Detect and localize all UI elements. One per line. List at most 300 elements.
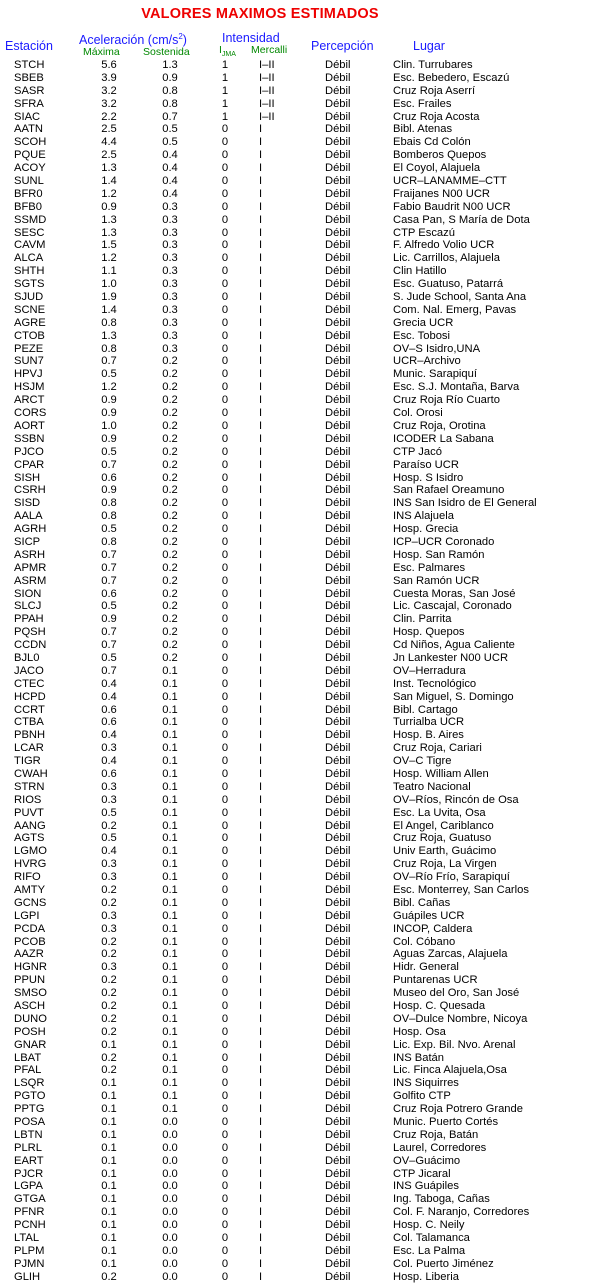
intensity-mercalli-cell: I [259, 471, 263, 484]
acc-sustained-cell: 0.1 [162, 755, 178, 768]
acc-max-cell: 0.8 [101, 497, 117, 510]
table-row [0, 355, 590, 368]
acc-max-cell: 0.3 [101, 780, 117, 793]
perception-cell: Débil [325, 884, 351, 896]
perception-cell: Débil [325, 497, 351, 510]
location-cell: Hosp. C. Neily [393, 1219, 465, 1232]
acc-sustained-cell: 0.2 [162, 355, 178, 368]
intensity-mercalli-cell: I [259, 896, 263, 909]
table-row [0, 1219, 590, 1232]
table-row [0, 111, 590, 124]
table-row [0, 704, 590, 717]
intensity-mercalli-cell: I–II [259, 59, 275, 71]
perception-cell: Débil [325, 974, 351, 987]
intensity-mercalli-cell: I–II [259, 97, 275, 110]
intensity-mercalli-cell: I [259, 871, 263, 884]
location-cell: INS San Isidro de El General [393, 497, 537, 510]
acc-sustained-cell: 0.2 [162, 548, 178, 561]
perception-cell: Débil [325, 445, 351, 458]
acc-max-cell: 1.0 [101, 419, 117, 432]
acc-sustained-cell: 0.1 [162, 1000, 178, 1013]
table-row [0, 162, 590, 175]
acc-sustained-cell: 0.0 [162, 1270, 178, 1283]
location-cell: Cuesta Moras, San José [393, 587, 516, 600]
acc-sustained-cell: 0.3 [162, 316, 178, 329]
intensity-mercalli-cell: I [259, 342, 263, 355]
table-row [0, 278, 590, 291]
acc-max-cell: 0.1 [101, 1180, 117, 1193]
perception-cell: Débil [325, 664, 351, 677]
acc-max-cell: 1.4 [101, 303, 117, 316]
table-row [0, 510, 590, 523]
station-code-cell: CAVM [14, 239, 46, 252]
acc-max-cell: 0.3 [101, 909, 117, 922]
acc-sustained-cell: 0.1 [162, 793, 178, 806]
acc-sustained-cell: 0.0 [162, 1180, 178, 1193]
station-code-cell: ACOY [14, 162, 46, 175]
intensity-jma-cell: 0 [221, 123, 229, 136]
location-cell: UCR–LANAMME–CTT [393, 175, 507, 188]
intensity-jma-cell: 0 [221, 729, 229, 742]
header-aceleracion [79, 32, 187, 47]
table-row [0, 562, 590, 575]
perception-cell: Débil [325, 1167, 351, 1180]
acc-max-cell: 0.1 [101, 1232, 117, 1245]
location-cell: Munic. Puerto Cortés [393, 1116, 499, 1129]
acc-sustained-cell: 0.2 [162, 587, 178, 600]
station-code-cell: ALCA [14, 252, 44, 265]
table-row [0, 1180, 590, 1193]
intensity-mercalli-cell: I [259, 497, 263, 510]
intensity-jma-cell: 0 [221, 909, 229, 922]
intensity-jma-cell: 0 [221, 1064, 229, 1077]
intensity-mercalli-cell: I [259, 1077, 263, 1090]
perception-cell: Débil [325, 1064, 351, 1077]
table-row [0, 1245, 590, 1258]
perception-cell: Débil [325, 600, 351, 613]
intensity-jma-cell: 0 [221, 1012, 229, 1025]
acc-sustained-cell: 0.2 [162, 381, 178, 394]
acc-sustained-cell: 0.1 [162, 1103, 178, 1116]
perception-cell: Débil [325, 1012, 351, 1025]
perception-cell: Débil [325, 948, 351, 961]
header-ijma-label: I [219, 44, 222, 56]
station-code-cell: AMTY [14, 884, 46, 896]
acc-max-cell: 5.6 [101, 59, 117, 71]
location-cell: INS Batán [393, 1051, 444, 1064]
station-code-cell: PJMN [14, 1257, 45, 1270]
acc-max-cell: 0.2 [101, 974, 117, 987]
acc-sustained-cell: 0.2 [162, 561, 178, 574]
acc-sustained-cell: 0.1 [162, 987, 178, 1000]
perception-cell: Débil [325, 394, 351, 407]
station-code-cell: LTAL [14, 1232, 40, 1245]
intensity-mercalli-cell: I [259, 1257, 263, 1270]
intensity-mercalli-cell: I [259, 523, 263, 536]
intensity-mercalli-cell: I [259, 703, 263, 716]
location-cell: Aguas Zarcas, Alajuela [393, 948, 508, 961]
location-cell: Esc. La Uvita, Osa [393, 806, 486, 819]
table-row [0, 381, 590, 394]
station-code-cell: LBAT [14, 1051, 42, 1064]
table-row [0, 1193, 590, 1206]
perception-cell: Débil [325, 677, 351, 690]
intensity-jma-cell: 0 [221, 871, 229, 884]
header-mercalli: Mercalli [251, 44, 288, 56]
station-code-cell: STRN [14, 780, 45, 793]
perception-cell: Débil [325, 123, 351, 136]
acc-max-cell: 0.2 [101, 1025, 117, 1038]
location-cell: Hosp. San Ramón [393, 548, 485, 561]
acc-max-cell: 0.7 [101, 626, 117, 639]
intensity-mercalli-cell: I [259, 329, 263, 342]
acc-max-cell: 1.5 [101, 239, 117, 252]
intensity-mercalli-cell: I–II [259, 84, 275, 97]
location-cell: Hidr. General [393, 961, 459, 974]
station-code-cell: LBTN [14, 1128, 43, 1141]
table-row [0, 239, 590, 252]
location-cell: Inst. Tecnológico [393, 677, 477, 690]
table-row [0, 1026, 590, 1039]
header-percepcion: Percepción [311, 39, 374, 53]
station-code-cell: SJUD [14, 291, 44, 304]
header-aceleracion-exp: 2 [178, 32, 183, 41]
station-code-cell: SLCJ [14, 600, 42, 613]
location-cell: OV–C Tigre [393, 755, 452, 768]
table-row [0, 1090, 590, 1103]
acc-max-cell: 2.5 [101, 123, 117, 136]
intensity-mercalli-cell: I [259, 948, 263, 961]
intensity-jma-cell: 0 [221, 755, 229, 768]
intensity-jma-cell: 0 [221, 806, 229, 819]
intensity-jma-cell: 0 [221, 613, 229, 626]
intensity-mercalli-cell: I [259, 1270, 263, 1283]
perception-cell: Débil [325, 961, 351, 974]
acc-sustained-cell: 0.1 [162, 1012, 178, 1025]
intensity-jma-cell: 0 [221, 961, 229, 974]
perception-cell: Débil [325, 1154, 351, 1167]
location-cell: Lic. Exp. Bil. Nvo. Arenal [393, 1038, 516, 1051]
location-cell: INS Guápiles [393, 1180, 459, 1193]
acc-sustained-cell: 0.2 [162, 458, 178, 471]
perception-cell: Débil [325, 909, 351, 922]
intensity-jma-cell: 0 [221, 265, 229, 278]
location-cell: Cd Niños, Agua Caliente [393, 639, 515, 652]
perception-cell: Débil [325, 755, 351, 768]
station-code-cell: SISH [14, 471, 41, 484]
intensity-mercalli-cell: I [259, 767, 263, 780]
intensity-jma-cell: 0 [221, 935, 229, 948]
perception-cell: Débil [325, 303, 351, 316]
intensity-jma-cell: 0 [221, 548, 229, 561]
location-cell: CTP Escazú [393, 226, 455, 239]
station-code-cell: SICP [14, 535, 41, 548]
table-row [0, 523, 590, 536]
acc-max-cell: 0.1 [101, 1116, 117, 1129]
table-row [0, 304, 590, 317]
intensity-jma-cell: 0 [221, 510, 229, 523]
station-code-cell: CSRH [14, 484, 46, 497]
intensity-jma-cell: 0 [221, 1270, 229, 1283]
station-code-cell: SUNL [14, 175, 44, 188]
intensity-jma-cell: 0 [221, 535, 229, 548]
intensity-jma-cell: 0 [221, 587, 229, 600]
intensity-jma-cell: 0 [221, 1038, 229, 1051]
intensity-jma-cell: 1 [221, 71, 229, 84]
intensity-mercalli-cell: I [259, 419, 263, 432]
location-cell: Clin. Turrubares [393, 59, 473, 71]
perception-cell: Débil [325, 651, 351, 664]
acc-max-cell: 0.7 [101, 355, 117, 368]
acc-max-cell: 0.4 [101, 677, 117, 690]
header-ijma-sub: JMA [221, 51, 236, 59]
acc-sustained-cell: 0.3 [162, 265, 178, 278]
table-row [0, 600, 590, 613]
acc-max-cell: 0.9 [101, 200, 117, 213]
header-aceleracion-label: Aceleración (cm/s [79, 33, 179, 48]
acc-sustained-cell: 0.4 [162, 149, 178, 162]
acc-max-cell: 0.2 [101, 1270, 117, 1283]
intensity-mercalli-cell: I [259, 935, 263, 948]
acc-sustained-cell: 0.2 [162, 535, 178, 548]
location-cell: OV–S Isidro,UNA [393, 342, 481, 355]
station-code-cell: SISD [14, 497, 41, 510]
intensity-jma-cell: 0 [221, 896, 229, 909]
station-code-cell: PCOB [14, 935, 46, 948]
perception-cell: Débil [325, 59, 351, 71]
location-cell: San Miguel, S. Domingo [393, 690, 514, 703]
perception-cell: Débil [325, 703, 351, 716]
station-code-cell: SGTS [14, 278, 45, 291]
location-cell: Esc. Guatuso, Patarrá [393, 278, 504, 291]
acc-sustained-cell: 0.1 [162, 1038, 178, 1051]
table-row [0, 820, 590, 833]
intensity-jma-cell: 0 [221, 1219, 229, 1232]
acc-sustained-cell: 0.7 [162, 110, 178, 123]
intensity-mercalli-cell: I [259, 381, 263, 394]
table-row [0, 1103, 590, 1116]
location-cell: Esc. S.J. Montaña, Barva [393, 381, 520, 394]
perception-cell: Débil [325, 432, 351, 445]
acc-sustained-cell: 0.2 [162, 613, 178, 626]
acc-max-cell: 1.2 [101, 187, 117, 200]
intensity-jma-cell: 0 [221, 639, 229, 652]
acc-max-cell: 0.9 [101, 394, 117, 407]
acc-sustained-cell: 1.3 [162, 59, 178, 71]
acc-sustained-cell: 0.2 [162, 497, 178, 510]
table-row [0, 884, 590, 897]
intensity-mercalli-cell: I [259, 690, 263, 703]
station-code-cell: SUN7 [14, 355, 44, 368]
table-row [0, 742, 590, 755]
table-row [0, 433, 590, 446]
station-code-cell: CTBA [14, 716, 44, 729]
acc-max-cell: 0.5 [101, 600, 117, 613]
station-code-cell: AGRE [14, 316, 46, 329]
acc-max-cell: 0.2 [101, 1064, 117, 1077]
table-row [0, 781, 590, 794]
intensity-mercalli-cell: I [259, 149, 263, 162]
intensity-jma-cell: 0 [221, 561, 229, 574]
station-code-cell: CTEC [14, 677, 45, 690]
location-cell: Cruz Roja, La Virgen [393, 858, 497, 871]
perception-cell: Débil [325, 252, 351, 265]
intensity-jma-cell: 0 [221, 922, 229, 935]
location-cell: Bibl. Cañas [393, 896, 451, 909]
table-row [0, 1116, 590, 1129]
table-row [0, 794, 590, 807]
acc-max-cell: 0.9 [101, 613, 117, 626]
intensity-jma-cell: 0 [221, 1025, 229, 1038]
perception-cell: Débil [325, 1000, 351, 1013]
station-code-cell: PBNH [14, 729, 46, 742]
location-cell: Munic. Sarapiquí [393, 368, 477, 381]
acc-sustained-cell: 0.1 [162, 1064, 178, 1077]
acc-sustained-cell: 0.1 [162, 1025, 178, 1038]
acc-max-cell: 0.7 [101, 639, 117, 652]
intensity-jma-cell: 0 [221, 187, 229, 200]
acc-max-cell: 4.4 [101, 136, 117, 149]
acc-max-cell: 0.2 [101, 1051, 117, 1064]
intensity-mercalli-cell: I [259, 162, 263, 175]
station-code-cell: GNAR [14, 1038, 47, 1051]
location-cell: Col. Talamanca [393, 1232, 470, 1245]
perception-cell: Débil [325, 806, 351, 819]
intensity-jma-cell: 0 [221, 355, 229, 368]
table-row [0, 626, 590, 639]
perception-cell: Débil [325, 1141, 351, 1154]
perception-cell: Débil [325, 1193, 351, 1206]
perception-cell: Débil [325, 742, 351, 755]
table-row [0, 910, 590, 923]
table-row [0, 832, 590, 845]
intensity-jma-cell: 0 [221, 600, 229, 613]
station-code-cell: AATN [14, 123, 44, 136]
intensity-jma-cell: 0 [221, 445, 229, 458]
station-code-cell: GCNS [14, 896, 47, 909]
perception-cell: Débil [325, 1219, 351, 1232]
acc-max-cell: 0.2 [101, 1000, 117, 1013]
acc-max-cell: 0.4 [101, 729, 117, 742]
acc-sustained-cell: 0.3 [162, 278, 178, 291]
intensity-mercalli-cell: I [259, 445, 263, 458]
location-cell: Lic. Cascajal, Coronado [393, 600, 512, 613]
perception-cell: Débil [325, 342, 351, 355]
station-code-cell: PFAL [14, 1064, 42, 1077]
location-cell: OV–Guácimo [393, 1154, 461, 1167]
location-cell: Esc. Tobosi [393, 329, 451, 342]
station-code-cell: POSH [14, 1025, 46, 1038]
perception-cell: Débil [325, 1038, 351, 1051]
table-row [0, 343, 590, 356]
station-code-cell: HSJM [14, 381, 45, 394]
perception-cell: Débil [325, 162, 351, 175]
acc-max-cell: 0.2 [101, 884, 117, 896]
acc-sustained-cell: 0.1 [162, 832, 178, 845]
intensity-mercalli-cell: I [259, 265, 263, 278]
intensity-jma-cell: 0 [221, 381, 229, 394]
table-row [0, 1000, 590, 1013]
intensity-mercalli-cell: I [259, 484, 263, 497]
acc-max-cell: 0.5 [101, 806, 117, 819]
location-cell: Bibl. Atenas [393, 123, 453, 136]
acc-sustained-cell: 0.2 [162, 407, 178, 420]
acc-sustained-cell: 0.0 [162, 1154, 178, 1167]
intensity-jma-cell: 0 [221, 252, 229, 265]
location-cell: Com. Nal. Emerg, Pavas [393, 303, 517, 316]
location-cell: Fraijanes N00 UCR [393, 187, 490, 200]
station-code-cell: SION [14, 587, 42, 600]
perception-cell: Débil [325, 1206, 351, 1219]
table-row [0, 652, 590, 665]
intensity-mercalli-cell: I [259, 742, 263, 755]
page-title: VALORES MAXIMOS ESTIMADOS [141, 6, 379, 22]
acc-sustained-cell: 0.1 [162, 1077, 178, 1090]
perception-cell: Débil [325, 149, 351, 162]
station-code-cell: AALA [14, 510, 43, 523]
acc-sustained-cell: 0.0 [162, 1116, 178, 1129]
acc-max-cell: 1.0 [101, 278, 117, 291]
station-code-cell: JACO [14, 664, 44, 677]
table-row [0, 201, 590, 214]
acc-sustained-cell: 0.2 [162, 626, 178, 639]
acc-max-cell: 0.1 [101, 1103, 117, 1116]
perception-cell: Débil [325, 1051, 351, 1064]
acc-max-cell: 0.7 [101, 664, 117, 677]
table-row [0, 472, 590, 485]
intensity-mercalli-cell: I [259, 806, 263, 819]
acc-sustained-cell: 0.3 [162, 303, 178, 316]
intensity-jma-cell: 0 [221, 651, 229, 664]
intensity-mercalli-cell: I [259, 987, 263, 1000]
location-cell: Cruz Roja, Batán [393, 1128, 479, 1141]
location-cell: Paraíso UCR [393, 458, 459, 471]
location-cell: Puntarenas UCR [393, 974, 478, 987]
location-cell: ICP–UCR Coronado [393, 535, 495, 548]
acc-max-cell: 1.1 [101, 265, 117, 278]
acc-sustained-cell: 0.1 [162, 948, 178, 961]
perception-cell: Débil [325, 729, 351, 742]
location-cell: Col. Cóbano [393, 935, 456, 948]
station-code-cell: PLRL [14, 1141, 42, 1154]
acc-max-cell: 0.3 [101, 922, 117, 935]
intensity-jma-cell: 0 [221, 162, 229, 175]
intensity-jma-cell: 0 [221, 1180, 229, 1193]
table-row [0, 897, 590, 910]
acc-sustained-cell: 0.1 [162, 922, 178, 935]
location-cell: Hosp. Osa [393, 1025, 446, 1038]
station-code-cell: ASCH [14, 1000, 46, 1013]
acc-max-cell: 3.2 [101, 97, 117, 110]
acc-sustained-cell: 0.0 [162, 1257, 178, 1270]
perception-cell: Débil [325, 239, 351, 252]
intensity-mercalli-cell: I [259, 1116, 263, 1129]
table-row [0, 1064, 590, 1077]
acc-sustained-cell: 0.2 [162, 574, 178, 587]
acc-sustained-cell: 0.1 [162, 961, 178, 974]
intensity-jma-cell: 0 [221, 1077, 229, 1090]
perception-cell: Débil [325, 1244, 351, 1257]
intensity-jma-cell: 0 [221, 1116, 229, 1129]
table-row [0, 188, 590, 201]
acc-sustained-cell: 0.0 [162, 1244, 178, 1257]
acc-max-cell: 1.3 [101, 226, 117, 239]
station-code-cell: SFRA [14, 97, 44, 110]
intensity-mercalli-cell: I [259, 394, 263, 407]
perception-cell: Débil [325, 97, 351, 110]
perception-cell: Débil [325, 935, 351, 948]
intensity-jma-cell: 0 [221, 1193, 229, 1206]
